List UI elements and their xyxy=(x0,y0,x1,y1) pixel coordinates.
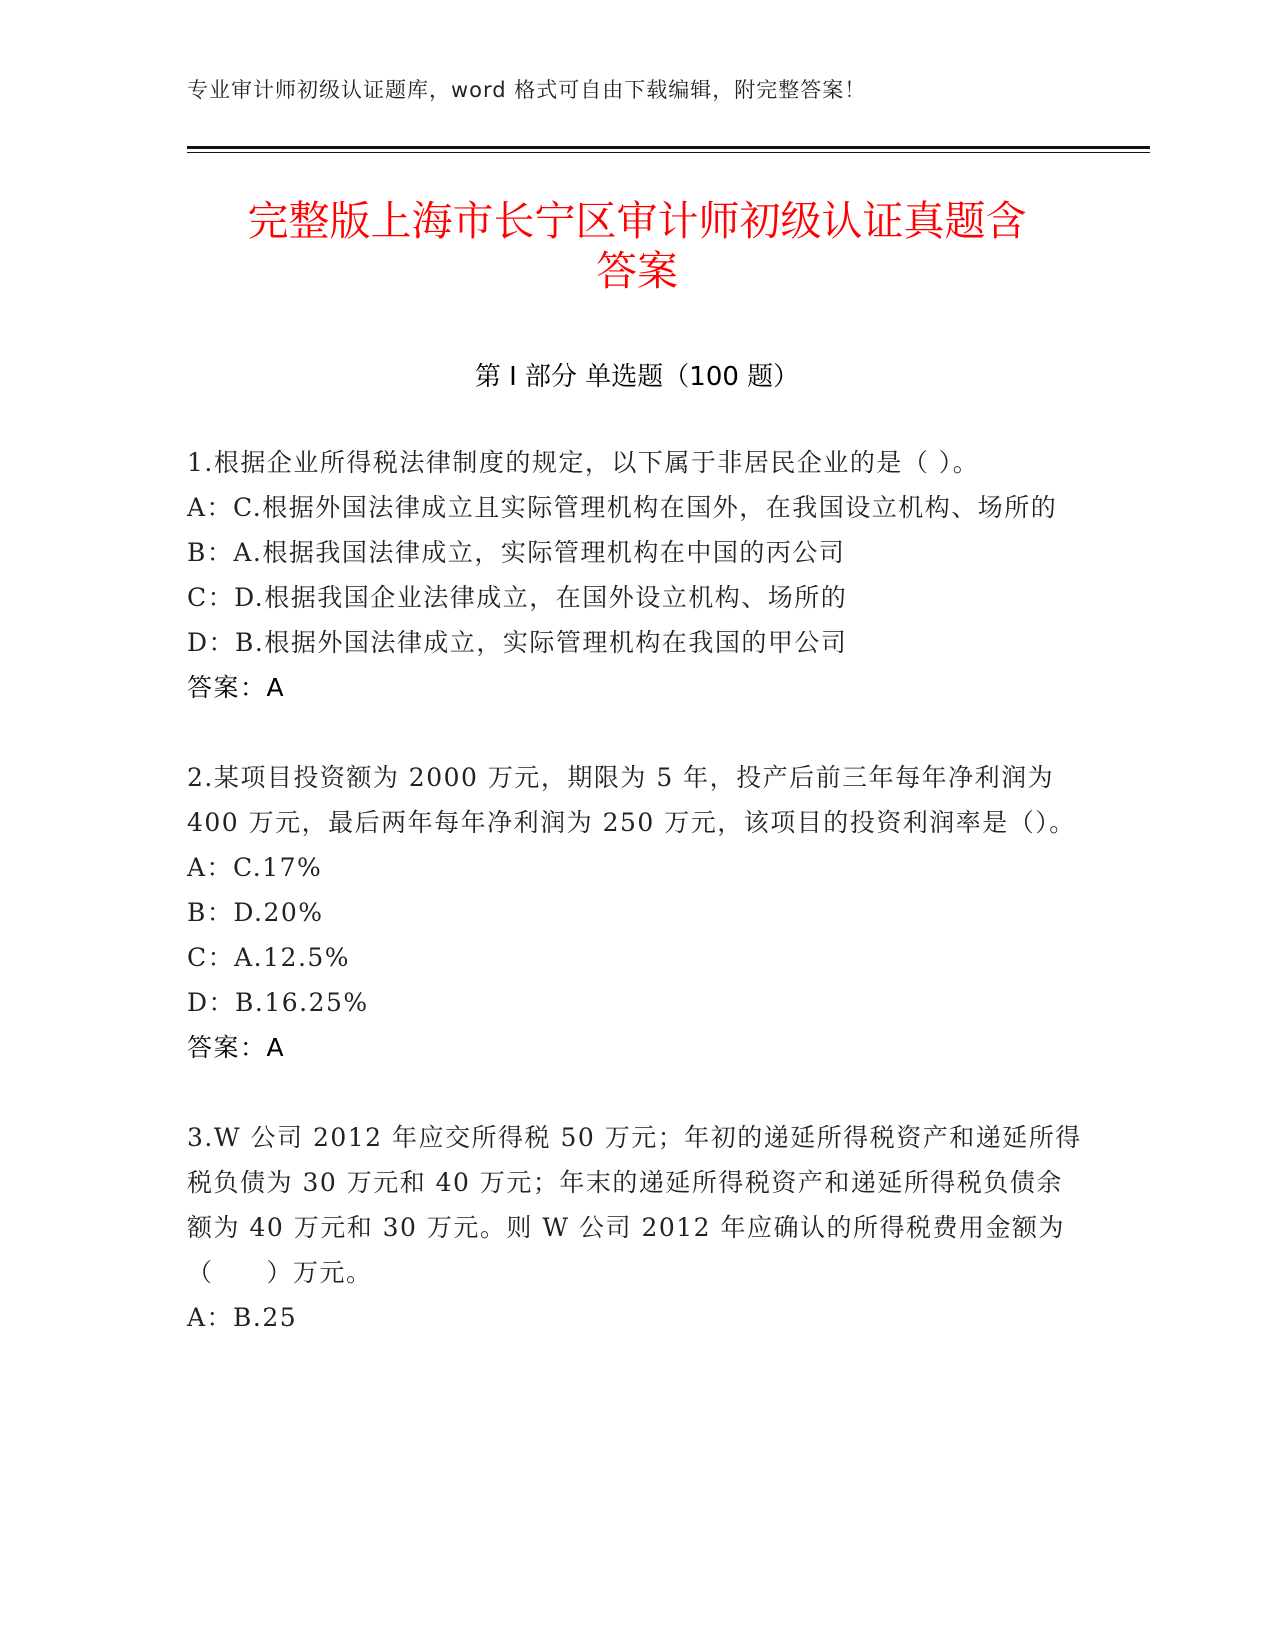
option-c: C：D.根据我国企业法律成立，在国外设立机构、场所的 xyxy=(187,583,848,612)
section-title: 第 I 部分 单选题（100 题） xyxy=(474,362,800,392)
option-a: A：B.25 xyxy=(187,1303,298,1332)
option-a: A：C.根据外国法律成立且实际管理机构在国外，在我国设立机构、场所的 xyxy=(187,493,1058,522)
question-list xyxy=(187,440,1087,1385)
question-stem: 2.某项目投资额为 2000 万元，期限为 5 年，投产后前三年每年净利润为 400 万元，最后两年每年净利润为 250 万元，该项目的投资利润率是（）。 xyxy=(187,763,1076,837)
question-1 xyxy=(187,440,1087,710)
option-c: C：A.12.5% xyxy=(187,943,351,972)
question-3 xyxy=(187,1115,1087,1340)
option-a: A：C.17% xyxy=(187,853,323,882)
question-stem: 1.根据企业所得税法律制度的规定，以下属于非居民企业的是（ ）。 xyxy=(187,448,980,477)
answer-label: 答案：A xyxy=(187,673,286,702)
option-d: D：B.根据外国法律成立，实际管理机构在我国的甲公司 xyxy=(187,628,848,657)
answer-label: 答案：A xyxy=(187,1033,286,1062)
page-header: 专业审计师初级认证题库，word 格式可自由下载编辑，附完整答案！ xyxy=(187,78,867,102)
document-title-line-2: 答案 xyxy=(596,247,678,295)
option-b: B：A.根据我国法律成立，实际管理机构在中国的丙公司 xyxy=(187,538,846,567)
document-title-line-1: 完整版上海市长宁区审计师初级认证真题含 xyxy=(247,197,1027,245)
document-title xyxy=(187,196,1087,296)
header-divider-thin xyxy=(187,152,1150,153)
question-2 xyxy=(187,755,1087,1070)
question-stem: 3.W 公司 2012 年应交所得税 50 万元；年初的递延所得税资产和递延所得税负债为 30 万元和 40 万元；年末的递延所得税资产和递延所得税负债余额为 40 万元和 30 万元。则 W 公司 2012 年应确认的所得税费用金额为（ ）万元。 xyxy=(187,1123,1082,1287)
option-b: B：D.20% xyxy=(187,898,324,927)
option-d: D：B.16.25% xyxy=(187,988,369,1017)
header-divider-thick xyxy=(187,146,1150,149)
